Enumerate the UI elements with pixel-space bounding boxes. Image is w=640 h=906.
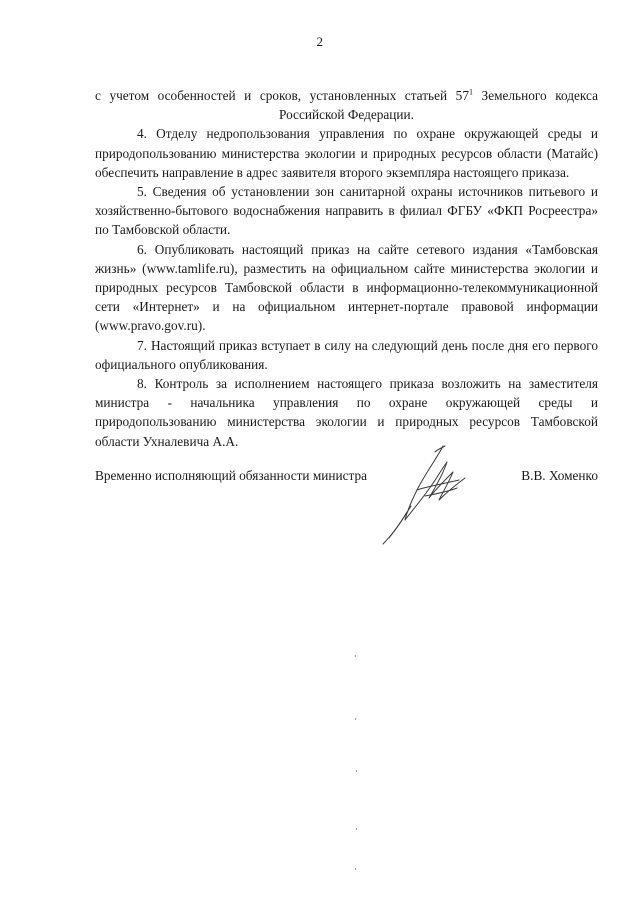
paragraph-item-6: 6. Опубликовать настоящий приказ на сайте сетевого издания «Тамбовская жизнь» (www.tamlife.ru), разместить на официальном сайте министерства экологии и природных ресурсов Тамбовской области в информационно-телекоммуникационной сети «Интернет» и на официальном интернет-портале правовой информации (www.pravo.gov.ru). xyxy=(95,241,598,334)
page-number: 2 xyxy=(316,34,324,49)
paragraph-item-4: 4. Отделу недропользования управления по охране окружающей среды и природопользованию министерства экологии и природных ресурсов области (Матайс) обеспечить направление в адрес заявителя второго экземпляра настоящего приказа. xyxy=(95,126,598,180)
paragraph-item-7: 7. Настоящий приказ вступает в силу на следующий день после дня его первого официального опубликования. xyxy=(95,337,598,372)
signatory-name: В.В. Хоменко xyxy=(521,468,598,483)
paragraph-continuation-tail: Земельного кодекса Российской Федерации. xyxy=(279,88,599,123)
article-superscript: 1 xyxy=(468,87,473,97)
scan-mark xyxy=(356,828,357,830)
document-body xyxy=(95,86,598,451)
scan-mark xyxy=(356,770,357,772)
scan-mark xyxy=(355,718,356,720)
signature-block xyxy=(95,466,598,546)
paragraph-continuation xyxy=(95,86,598,124)
paragraph-item-5: 5. Сведения об установлении зон санитарной охраны источников питьевого и хозяйственно-бытового водоснабжения направить в филиал ФГБУ «ФКП Росреестра» по Тамбовской области. xyxy=(95,184,598,238)
handwritten-signature xyxy=(377,440,487,550)
scan-mark xyxy=(355,868,356,870)
paragraph-item-8: 8. Контроль за исполнением настоящего приказа возложить на заместителя министра - начальника управления по охране окружающей среды и природопользованию министерства экологии и природных ресурсов Тамбовской области Ухналевича А.А. xyxy=(95,376,598,449)
paragraph-continuation-text: с учетом особенностей и сроков, установленных статьей 57 xyxy=(95,88,469,103)
scan-mark xyxy=(355,655,356,657)
signatory-position: Временно исполняющий обязанности министра xyxy=(95,468,368,483)
